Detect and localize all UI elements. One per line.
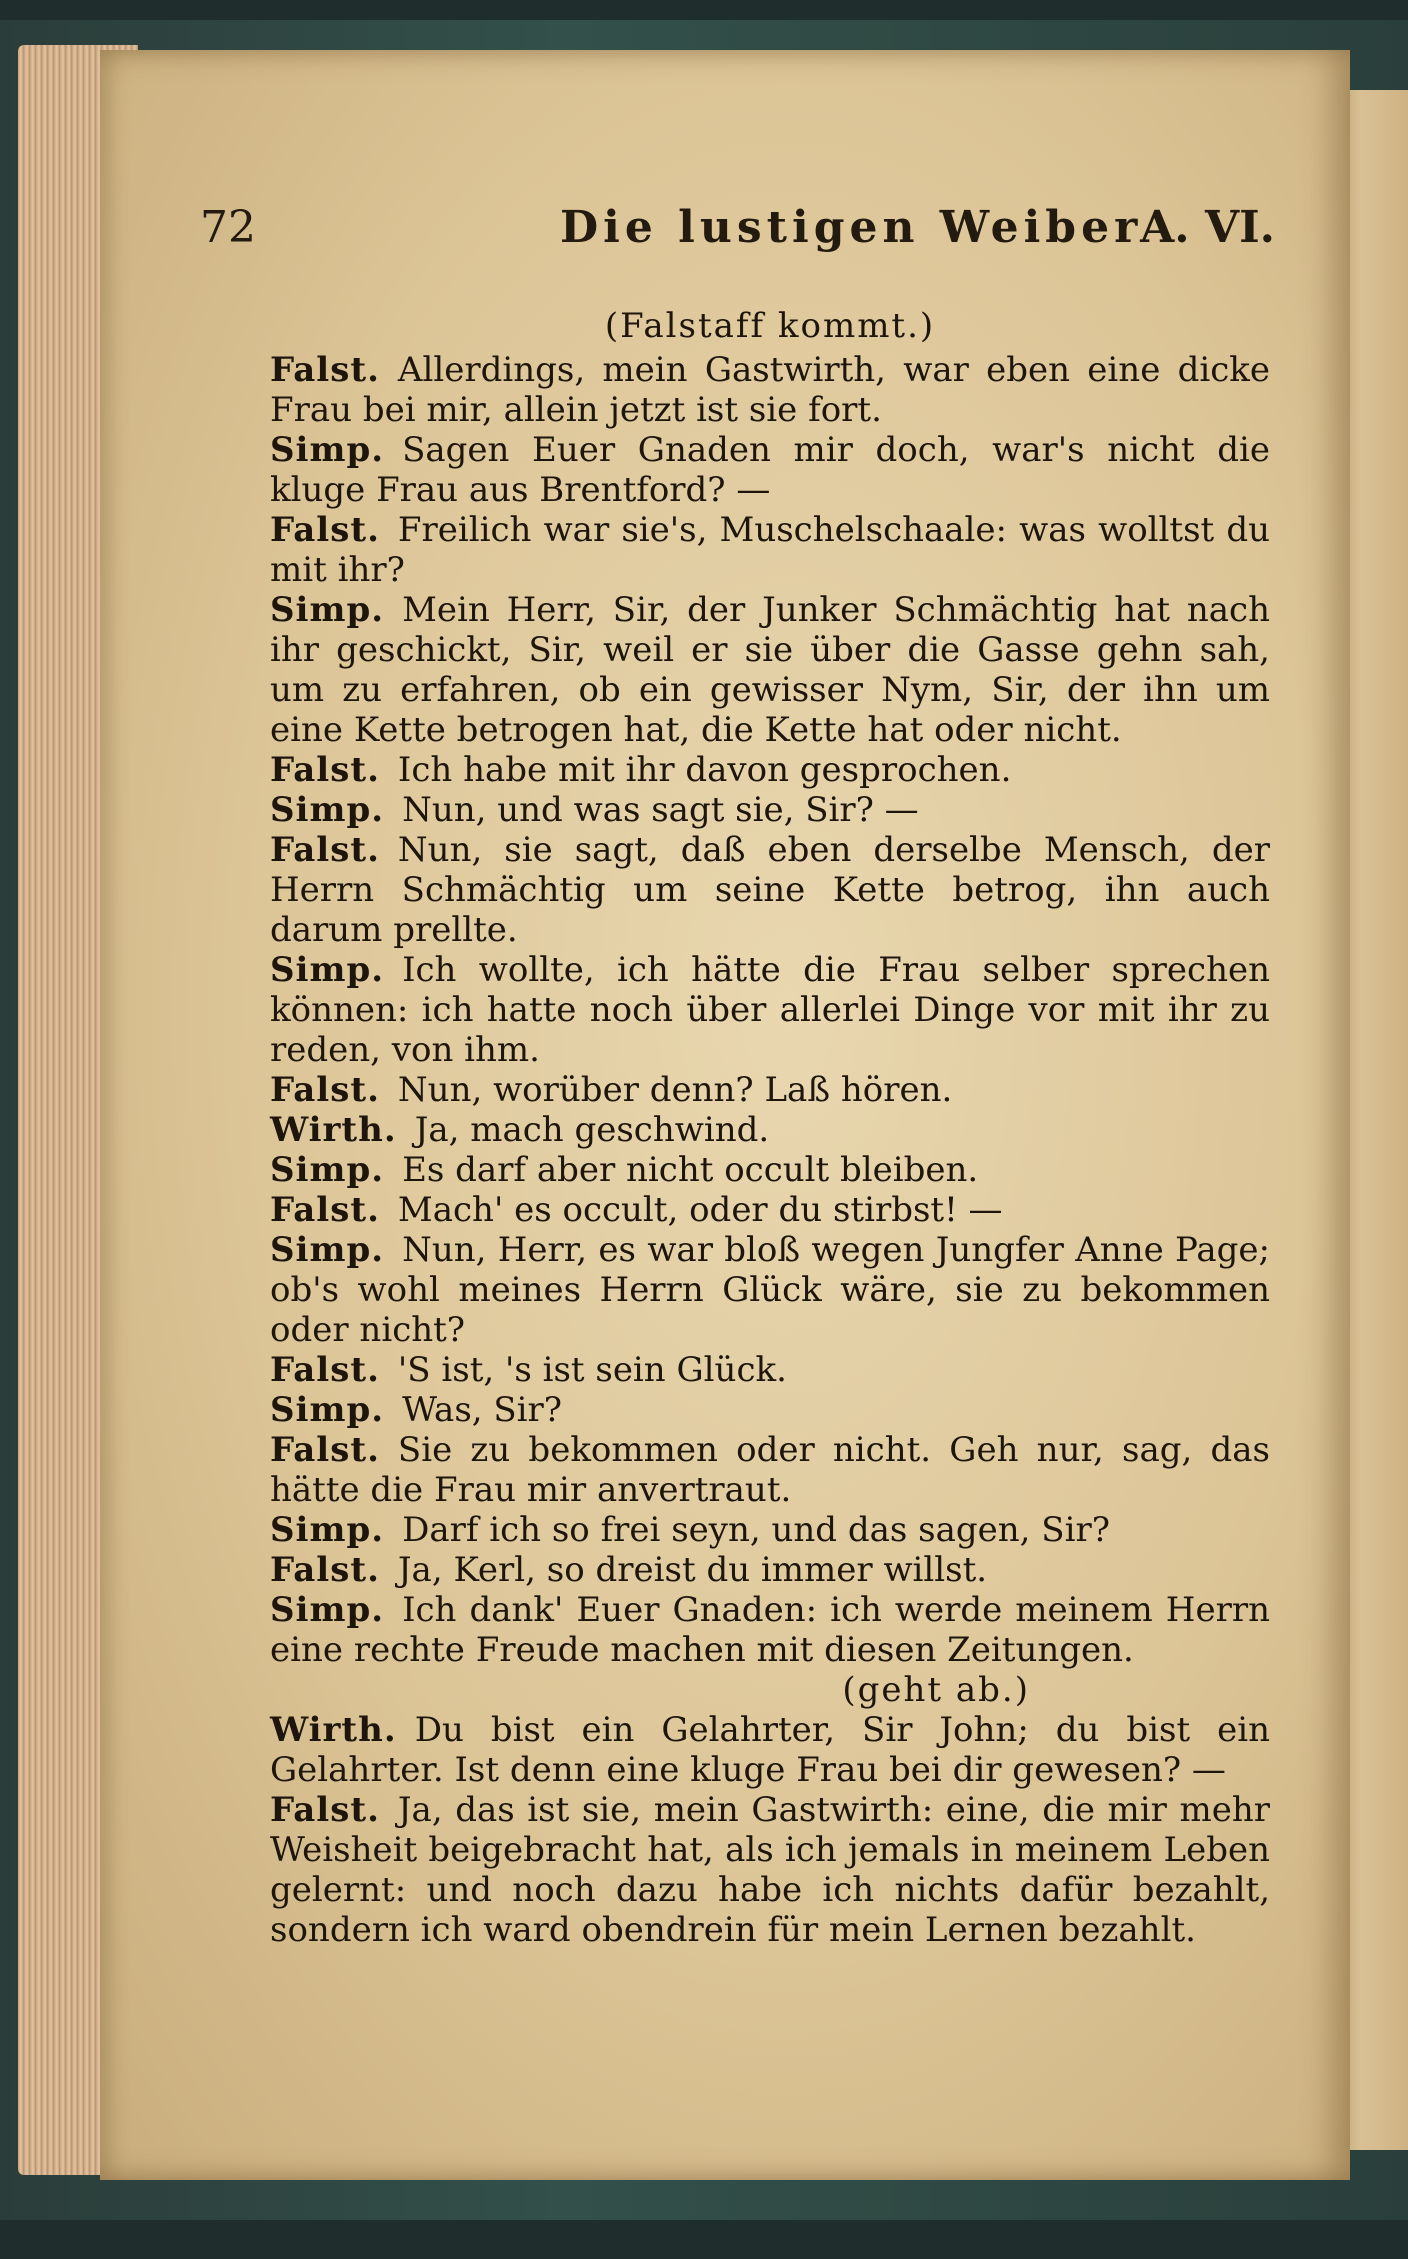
speech-text: Es darf aber nicht occult bleiben. (402, 1150, 979, 1190)
speech (270, 1070, 1270, 1110)
speech (270, 790, 1270, 830)
speaker: Simp. (270, 1390, 385, 1430)
speech-text: Was, Sir? (402, 1390, 563, 1430)
speech (270, 830, 1270, 950)
speaker: Simp. (270, 950, 385, 990)
speech (270, 1430, 1270, 1510)
speaker: Falst. (270, 1790, 380, 1830)
speech (270, 1150, 1270, 1190)
speech (270, 1790, 1270, 1950)
speaker: Falst. (270, 1430, 380, 1470)
speech-text: Mein Herr, Sir, der Junker Schmächtig hat nach ihr geschickt, Sir, weil er sie über die Gasse gehn sah, um zu erfahren, ob ein gewisser Nym, Sir, der ihn um eine Kette betrogen hat, die Kette hat oder nicht. (270, 590, 1270, 750)
speech (270, 750, 1270, 790)
speech-text: Ja, das ist sie, mein Gastwirth: eine, die mir mehr Weisheit beigebracht hat, als ich jemals in meinem Leben gelernt: und noch dazu habe ich nichts dafür bezahlt, sondern ich ward obendrein für mein Lernen bezahlt. (270, 1790, 1270, 1950)
speech-text: Ich habe mit ihr davon gesprochen. (397, 750, 1012, 790)
running-header (200, 202, 1275, 272)
speech-text: Ich dank' Euer Gnaden: ich werde meinem Herrn eine rechte Freude machen mit diesen Zeitungen. (270, 1590, 1270, 1670)
speech (270, 1510, 1270, 1550)
speech-text: Nun, Herr, es war bloß wegen Jungfer Anne Page; ob's wohl meines Herrn Glück wäre, sie zu bekommen oder nicht? (270, 1230, 1270, 1350)
speech (270, 510, 1270, 590)
speaker: Falst. (270, 1550, 380, 1590)
speech (270, 1390, 1270, 1430)
speech (270, 1590, 1270, 1670)
speech (270, 1110, 1270, 1150)
speaker: Simp. (270, 1590, 385, 1630)
speaker: Falst. (270, 350, 380, 390)
speech (270, 1550, 1270, 1590)
speech-text: Nun, worüber denn? Laß hören. (397, 1070, 953, 1110)
stage-direction: (geht ab.) (842, 1670, 1030, 1710)
speech-text: Nun, und was sagt sie, Sir? — (402, 790, 919, 830)
speech (270, 590, 1270, 750)
speaker: Simp. (270, 1230, 385, 1270)
dialogue-text (270, 300, 1270, 1950)
speaker: Wirth. (270, 1710, 397, 1750)
speech-text: 'S ist, 's ist sein Glück. (397, 1350, 787, 1390)
speaker: Falst. (270, 830, 380, 870)
speaker: Falst. (270, 1070, 380, 1110)
speaker: Falst. (270, 1190, 380, 1230)
speech-text: Allerdings, mein Gastwirth, war eben eine dicke Frau bei mir, allein jetzt ist sie fort. (270, 350, 1270, 430)
speech-text: Ich wollte, ich hätte die Frau selber sprechen können: ich hatte noch über allerlei Dinge vor mit ihr zu reden, von ihm. (270, 950, 1270, 1070)
speech (270, 350, 1270, 430)
speaker: Falst. (270, 510, 380, 550)
speech-text: Darf ich so frei seyn, und das sagen, Sir? (402, 1510, 1110, 1550)
running-title: Die lustigen Weiber (560, 202, 1143, 253)
speech-text: Nun, sie sagt, daß eben derselbe Mensch, der Herrn Schmächtig um seine Kette betrog, ihn auch darum prellte. (270, 830, 1270, 950)
speech (270, 1350, 1270, 1390)
speech-text: Ja, Kerl, so dreist du immer willst. (397, 1550, 988, 1590)
speech-text: Mach' es occult, oder du stirbst! — (397, 1190, 1003, 1230)
speech-text: Sagen Euer Gnaden mir doch, war's nicht die kluge Frau aus Brentford? — (270, 430, 1270, 510)
speech (270, 430, 1270, 510)
speaker: Simp. (270, 1510, 385, 1550)
speech (270, 1190, 1270, 1230)
speaker: Simp. (270, 790, 385, 830)
speaker: Simp. (270, 590, 385, 630)
speaker: Falst. (270, 1350, 380, 1390)
speech-text: Freilich war sie's, Muschelschaale: was wolltst du mit ihr? (270, 510, 1270, 590)
speech-text: Sie zu bekommen oder nicht. Geh nur, sag, das hätte die Frau mir anvertraut. (270, 1430, 1270, 1510)
speaker: Falst. (270, 750, 380, 790)
speech-text: Ja, mach geschwind. (414, 1110, 770, 1150)
stage-direction: (Falstaff kommt.) (604, 306, 936, 346)
page-number: 72 (200, 202, 256, 253)
act-number: A. VI. (1140, 202, 1275, 253)
speech-text: Du bist ein Gelahrter, Sir John; du bist ein Gelahrter. Ist denn eine kluge Frau bei dir gewesen? — (270, 1710, 1270, 1790)
speaker: Simp. (270, 430, 385, 470)
speech (270, 950, 1270, 1070)
speech (270, 1710, 1270, 1790)
speaker: Wirth. (270, 1110, 397, 1150)
speech (270, 1230, 1270, 1350)
speaker: Simp. (270, 1150, 385, 1190)
